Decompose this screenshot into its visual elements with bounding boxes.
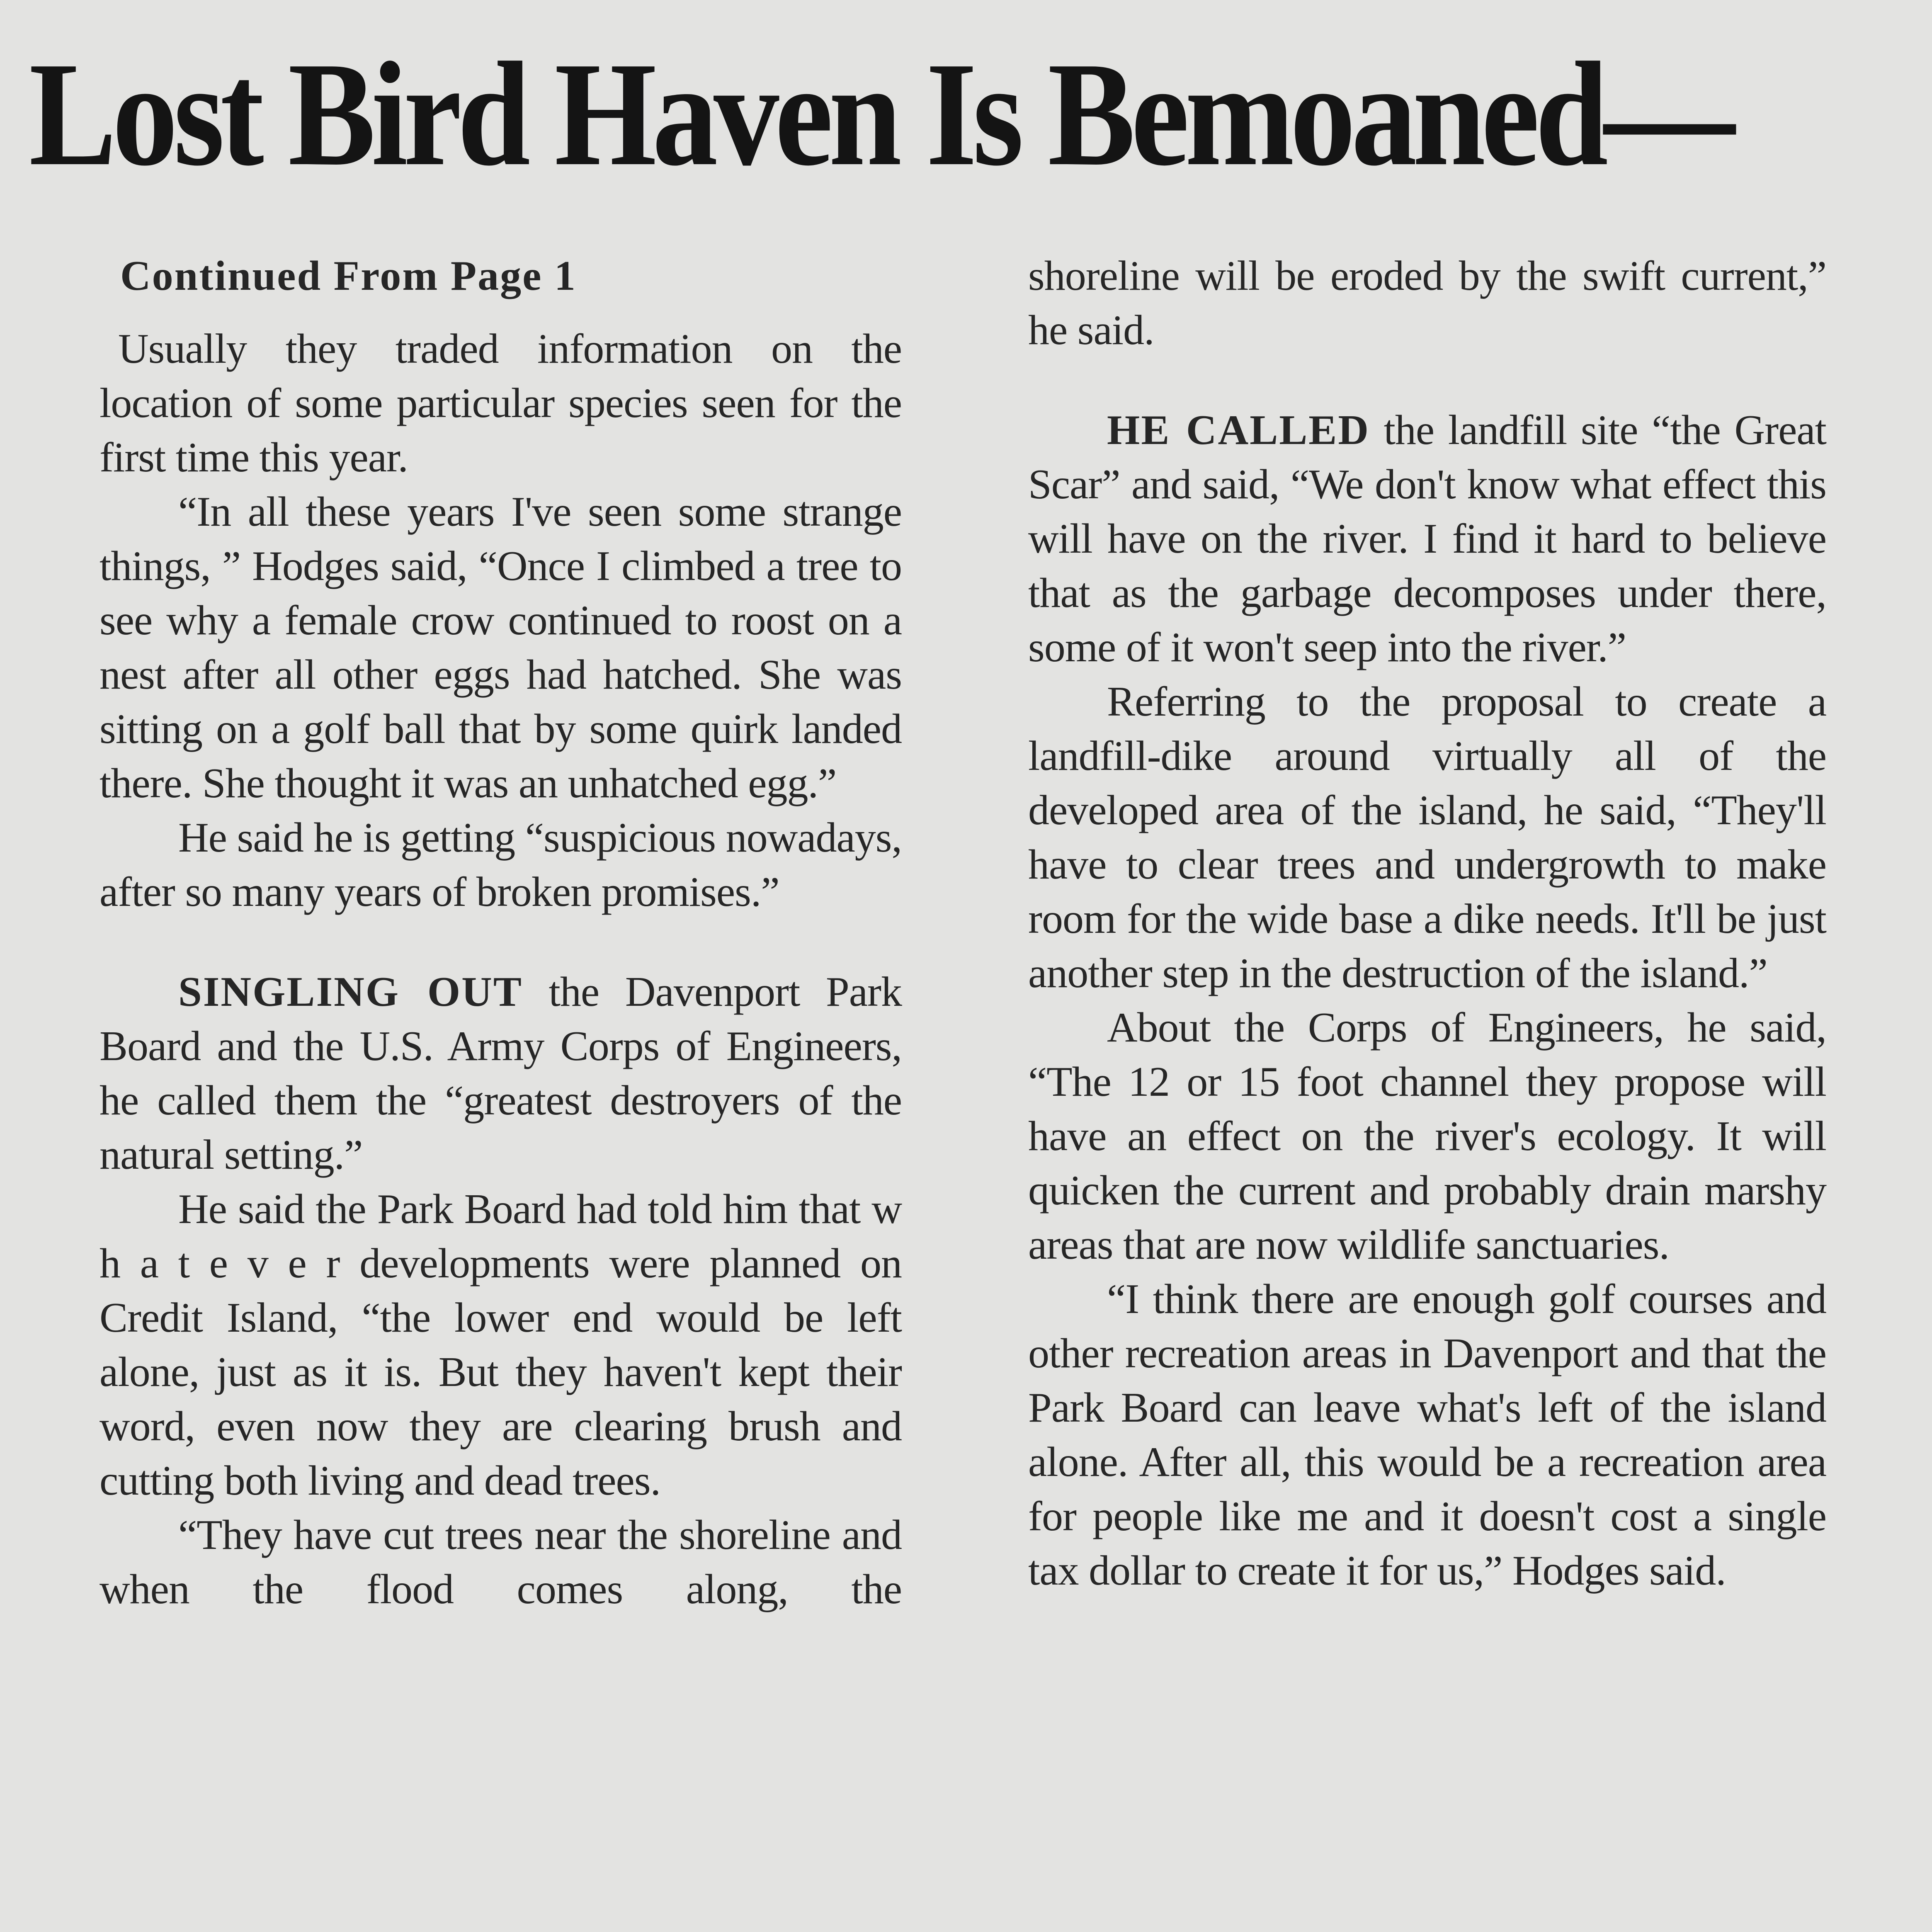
article-paragraph: “In all these years I've seen some strange things, ” Hodges said, “Once I climbed a tree to see why a female crow continued to roost on a nest after all other eggs had hatched. She was sitting on a golf ball that by some quirk landed there. She thought it was an unhatched egg.” (100, 488, 902, 807)
paragraph-lead-in: SINGLING OUT (178, 968, 523, 1015)
paragraph-lead-in: HE CALLED (1107, 407, 1370, 454)
article-paragraph (100, 965, 902, 1182)
paragraph-body: the Davenport Park Board and the U.S. Army Corps of Engineers, he called them the “greatest destroyers of the natural setting.” (100, 968, 902, 1178)
article-paragraph: “They have cut trees near the shoreline and when the flood comes along, the (100, 1512, 902, 1613)
article-column-left (100, 249, 902, 1616)
article-paragraph: “I think there are enough golf courses and other recreation areas in Davenport and that the Park Board can leave what's left of the island alone. After all, this would be a recreation area for people like me and it doesn't cost a single tax dollar to create it for us,” Hodges said. (1028, 1276, 1826, 1594)
article-paragraph (1028, 403, 1826, 675)
article-paragraph: Usually they traded information on the location of some particular species seen for the first time this year. (100, 325, 902, 481)
article-paragraph: Referring to the proposal to create a landfill-dike around virtually all of the developed area of the island, he said, “They'll have to clear trees and undergrowth to make room for the wide base a dike needs. It'll be just another step in the destruction of the island.” (1028, 678, 1826, 997)
article-column-right (1028, 249, 1826, 1598)
headline: Lost Bird Haven Is Bemoaned— (29, 31, 1731, 197)
article-paragraph: He said he is getting “suspicious nowadays, after so many years of broken promises.” (100, 814, 902, 915)
article-paragraph: shoreline will be eroded by the swift current,” he said. (1028, 252, 1826, 354)
article-paragraph: About the Corps of Engineers, he said, “The 12 or 15 foot channel they propose will have an effect on the river's ecology. It will quicken the current and probably drain marshy areas that are now wildlife sanctuaries. (1028, 1004, 1826, 1268)
paragraph-body: the landfill site “the Great Scar” and said, “We don't know what effect this will have on the river. I find it hard to believe that as the garbage decomposes under there, some of it won't seep into the river.” (1028, 407, 1826, 671)
article-paragraph: He said the Park Board had told him that w h a t e v e r developments were planned on Credit Island, “the lower end would be left alone, just as it is. But they haven't kept their word, even now they are clearing brush and cutting both living and dead trees. (100, 1186, 902, 1504)
continued-from-line: Continued From Page 1 (120, 252, 577, 299)
